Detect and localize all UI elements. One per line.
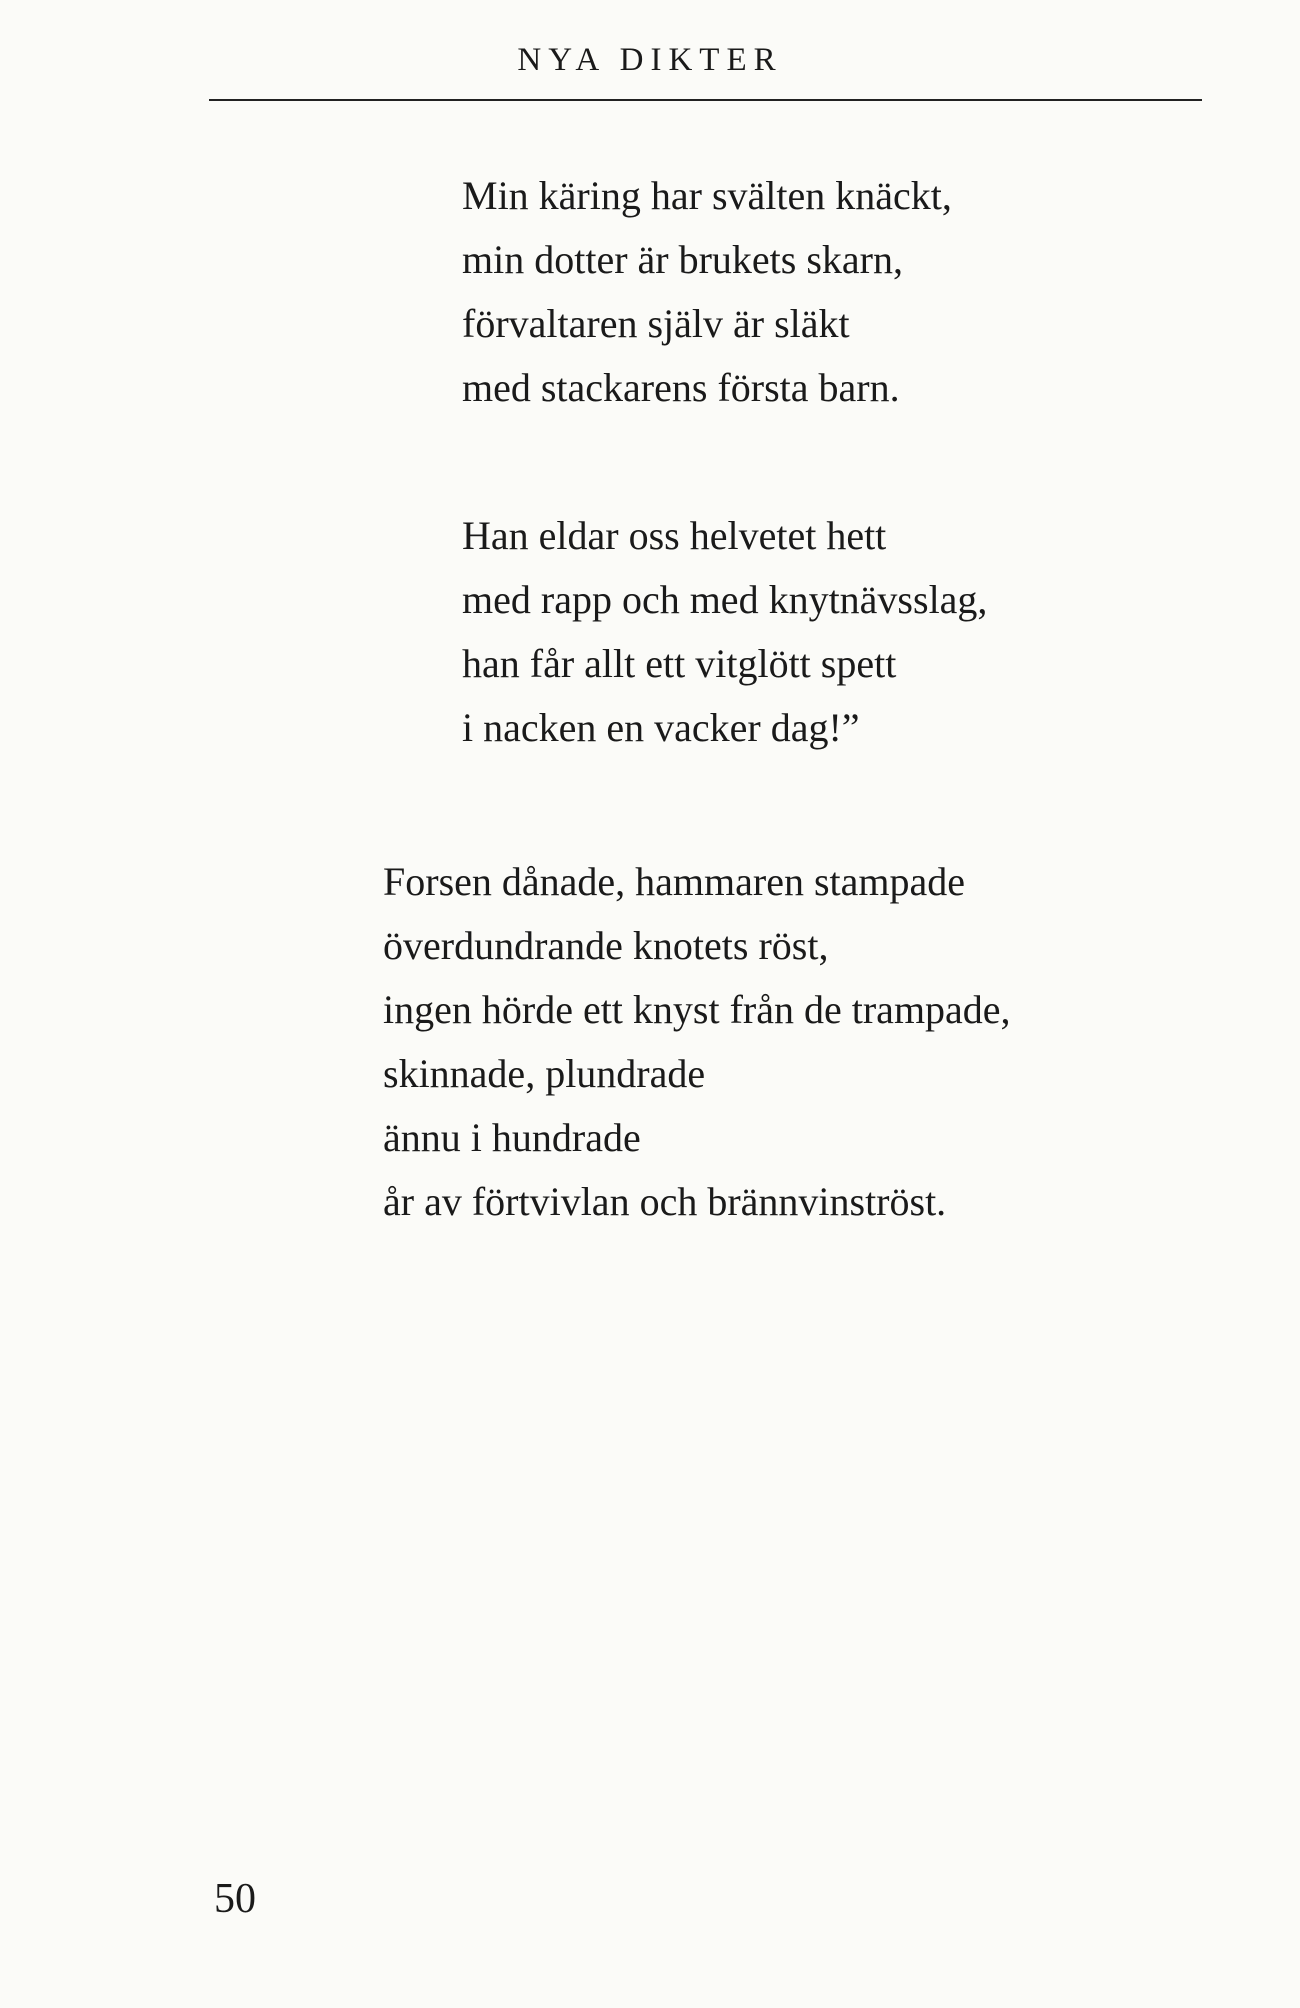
- verse-line: med rapp och med knytnävsslag,: [462, 577, 988, 622]
- running-head-title: NYA DIKTER: [517, 42, 783, 78]
- verse-line: han får allt ett vitglött spett: [462, 641, 897, 686]
- verse-line: med stackarens första barn.: [462, 365, 900, 410]
- verse-line: i nacken en vacker dag!”: [462, 705, 860, 750]
- verse-line: Forsen dånade, hammaren stampade: [383, 859, 966, 904]
- verse-line: ingen hörde ett knyst från de trampade,: [383, 987, 1011, 1032]
- verse-line: förvaltaren själv är släkt: [462, 301, 850, 346]
- page-number: 50: [214, 1876, 256, 1922]
- verse-line: ännu i hundrade: [383, 1115, 641, 1160]
- verse-line: Min käring har svälten knäckt,: [462, 173, 952, 218]
- stanza-1: [462, 164, 952, 420]
- verse-line: skinnade, plundrade: [383, 1051, 706, 1096]
- stanza-2: [462, 504, 987, 760]
- verse-line: min dotter är brukets skarn,: [462, 237, 903, 282]
- verse-line: överdundrande knotets röst,: [383, 923, 829, 968]
- verse-line: år av förtvivlan och brännvinströst.: [383, 1179, 947, 1224]
- header-rule: [209, 99, 1202, 101]
- stanza-3: [383, 850, 1011, 1234]
- verse-line: Han eldar oss helvetet hett: [462, 513, 887, 558]
